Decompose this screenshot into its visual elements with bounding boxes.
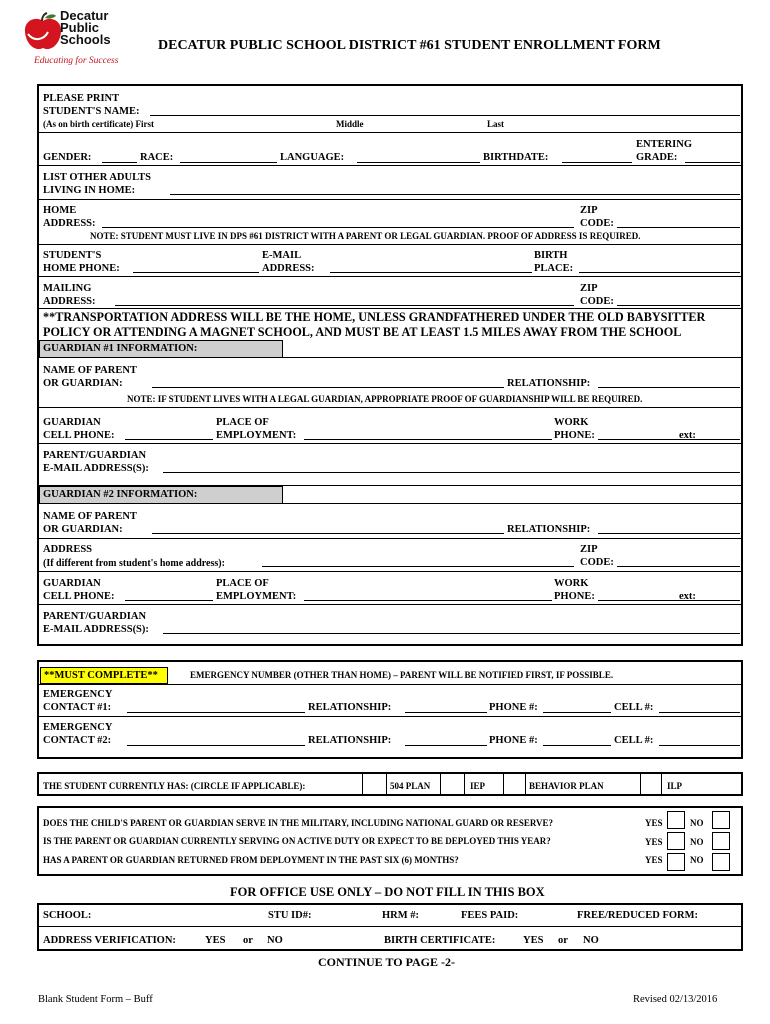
other-adults-line[interactable] — [170, 194, 740, 195]
g1-employment-label: EMPLOYMENT: — [216, 430, 297, 441]
home-zip-line[interactable] — [617, 227, 740, 228]
mailing-address-line[interactable] — [115, 305, 574, 306]
ec1-relationship-label: RELATIONSHIP: — [308, 702, 392, 713]
ec2-relationship-line[interactable] — [405, 745, 487, 746]
g2-email-line[interactable] — [163, 633, 740, 634]
g2-work-phone-label: PHONE: — [554, 591, 595, 602]
race-label: RACE: — [140, 152, 174, 163]
g2-work-phone-line[interactable] — [598, 600, 740, 601]
g1-ext-label: ext: — [679, 430, 696, 441]
g1-email-label: E-MAIL ADDRESS(S): — [43, 463, 149, 474]
transportation-note-1: **TRANSPORTATION ADDRESS WILL BE THE HOME, UNLESS GRANDFATHERED UNDER THE OLD BABYSITTER — [43, 310, 706, 324]
middle-name-hint: Middle — [336, 119, 364, 129]
office-bc-or: or — [558, 935, 568, 946]
ec1-phone-label: PHONE #: — [489, 702, 538, 713]
q2-no-label: NO — [690, 837, 704, 847]
grade-label: GRADE: — [636, 152, 678, 163]
office-av-yes[interactable]: YES — [205, 935, 226, 946]
footer-left: Blank Student Form – Buff — [38, 994, 153, 1005]
g2-parent-guardian-label: PARENT/GUARDIAN — [43, 611, 147, 622]
q3-no-checkbox[interactable] — [712, 853, 730, 871]
q1-yes-label: YES — [645, 818, 663, 828]
g2-or-guardian-label: OR GUARDIAN: — [43, 524, 123, 535]
g1-email-line[interactable] — [163, 472, 740, 473]
last-name-hint: Last — [487, 119, 505, 129]
q3-yes-label: YES — [645, 855, 663, 865]
q2-yes-checkbox[interactable] — [667, 832, 685, 850]
birth-place-label: PLACE: — [534, 263, 574, 274]
ec2-name-line[interactable] — [127, 745, 305, 746]
language-label: LANGUAGE: — [280, 152, 345, 163]
g1-work-label: WORK — [554, 417, 589, 428]
continue-label: CONTINUE TO PAGE -2- — [318, 955, 456, 969]
entering-label: ENTERING — [636, 139, 693, 150]
mailing-code-label: CODE: — [580, 296, 614, 307]
ec2-phone-label: PHONE #: — [489, 735, 538, 746]
g2-address-line[interactable] — [262, 566, 574, 567]
office-bc-no[interactable]: NO — [583, 935, 599, 946]
g2-zip-label: ZIP — [580, 544, 598, 555]
student-name-label: STUDENT'S NAME: — [43, 106, 140, 117]
birth-label: BIRTH — [534, 250, 568, 261]
g1-guardian-label: GUARDIAN — [43, 417, 101, 428]
g2-guardian-label: GUARDIAN — [43, 578, 101, 589]
plan-ilp[interactable]: ILP — [667, 781, 683, 791]
office-av-or: or — [243, 935, 253, 946]
plan-behavior[interactable]: BEHAVIOR PLAN — [529, 781, 604, 791]
g1-work-phone-line[interactable] — [598, 439, 740, 440]
home-zip-label: ZIP — [580, 205, 598, 216]
ec1-emergency-label: EMERGENCY — [43, 689, 113, 700]
ec1-cell-line[interactable] — [659, 712, 740, 713]
student-email-line[interactable] — [330, 272, 532, 273]
footer-right: Revised 02/13/2016 — [633, 994, 718, 1005]
g1-name-of-parent-label: NAME OF PARENT — [43, 365, 137, 376]
office-use-title: FOR OFFICE USE ONLY – DO NOT FILL IN THIS BOX — [230, 885, 545, 899]
please-print-label: PLEASE PRINT — [43, 93, 120, 104]
g2-zip-line[interactable] — [617, 566, 740, 567]
ec1-cell-label: CELL #: — [614, 702, 654, 713]
g2-address-label: ADDRESS — [43, 544, 93, 555]
q1-yes-checkbox[interactable] — [667, 811, 685, 829]
g2-cell-phone-line[interactable] — [125, 600, 213, 601]
mailing-zip-label: ZIP — [580, 283, 598, 294]
ec2-contact-label: CONTACT #2: — [43, 735, 112, 746]
g1-employment-line[interactable] — [304, 439, 552, 440]
g2-cell-phone-label: CELL PHONE: — [43, 591, 115, 602]
home-code-label: CODE: — [580, 218, 614, 229]
g2-code-label: CODE: — [580, 557, 614, 568]
list-other-adults-label: LIST OTHER ADULTS — [43, 172, 151, 183]
ec2-emergency-label: EMERGENCY — [43, 722, 113, 733]
q1-no-checkbox[interactable] — [712, 811, 730, 829]
gender-line[interactable] — [102, 162, 137, 163]
student-name-line[interactable] — [150, 115, 740, 116]
g2-relationship-label: RELATIONSHIP: — [507, 524, 591, 535]
q1-no-label: NO — [690, 818, 704, 828]
ec1-contact-label: CONTACT #1: — [43, 702, 112, 713]
g1-cell-phone-label: CELL PHONE: — [43, 430, 115, 441]
race-line[interactable] — [180, 162, 277, 163]
ec2-phone-line[interactable] — [543, 745, 611, 746]
g1-or-guardian-label: OR GUARDIAN: — [43, 378, 123, 389]
g2-employment-label: EMPLOYMENT: — [216, 591, 297, 602]
home-label: HOME — [43, 205, 77, 216]
address-note: NOTE: STUDENT MUST LIVE IN DPS #61 DISTRICT WITH A PARENT OR LEGAL GUARDIAN. PROOF OF ADDRESS IS REQUIRED. — [90, 231, 641, 241]
g2-place-of-label: PLACE OF — [216, 578, 269, 589]
page-title: DECATUR PUBLIC SCHOOL DISTRICT #61 STUDENT ENROLLMENT FORM — [158, 38, 661, 53]
q2-yes-label: YES — [645, 837, 663, 847]
office-free-reduced-label: FREE/REDUCED FORM: — [577, 910, 699, 921]
q2-no-checkbox[interactable] — [712, 832, 730, 850]
office-school-label: SCHOOL: — [43, 910, 92, 921]
mailing-zip-line[interactable] — [617, 305, 740, 306]
ec1-relationship-line[interactable] — [405, 712, 487, 713]
ec2-cell-label: CELL #: — [614, 735, 654, 746]
g2-name-line[interactable] — [152, 533, 504, 534]
logo-tagline: Educating for Success — [34, 56, 119, 66]
birth-certificate-hint: (As on birth certificate) First — [43, 119, 154, 129]
g2-ext-label: ext: — [679, 591, 696, 602]
students-label: STUDENT'S — [43, 250, 102, 261]
living-in-home-label: LIVING IN HOME: — [43, 185, 136, 196]
ec1-phone-line[interactable] — [543, 712, 611, 713]
grade-line[interactable] — [685, 162, 740, 163]
language-line[interactable] — [357, 162, 480, 163]
office-birth-certificate-label: BIRTH CERTIFICATE: — [384, 935, 496, 946]
g1-parent-guardian-label: PARENT/GUARDIAN — [43, 450, 147, 461]
military-question-1: DOES THE CHILD'S PARENT OR GUARDIAN SERVE IN THE MILITARY, INCLUDING NATIONAL GUARD OR RESERVE? — [43, 818, 554, 828]
email-label: E-MAIL — [262, 250, 302, 261]
ec1-name-line[interactable] — [127, 712, 305, 713]
office-hrm-label: HRM #: — [382, 910, 420, 921]
apple-icon — [22, 12, 64, 54]
g2-email-label: E-MAIL ADDRESS(S): — [43, 624, 149, 635]
email-address-label: ADDRESS: — [262, 263, 315, 274]
g1-cell-phone-line[interactable] — [125, 439, 213, 440]
g1-place-of-label: PLACE OF — [216, 417, 269, 428]
g1-work-phone-label: PHONE: — [554, 430, 595, 441]
g1-relationship-label: RELATIONSHIP: — [507, 378, 591, 389]
q3-yes-checkbox[interactable] — [667, 853, 685, 871]
g2-name-of-parent-label: NAME OF PARENT — [43, 511, 137, 522]
plan-504[interactable]: 504 PLAN — [390, 781, 431, 791]
birthdate-label: BIRTHDATE: — [483, 152, 549, 163]
birth-place-line[interactable] — [579, 272, 740, 273]
g2-relationship-line[interactable] — [598, 533, 740, 534]
guardianship-note: NOTE: IF STUDENT LIVES WITH A LEGAL GUARDIAN, APPROPRIATE PROOF OF GUARDIANSHIP WILL BE REQUIRED. — [127, 394, 643, 404]
emergency-note: EMERGENCY NUMBER (OTHER THAN HOME) – PARENT WILL BE NOTIFIED FIRST, IF POSSIBLE. — [190, 670, 614, 680]
office-address-verification-label: ADDRESS VERIFICATION: — [43, 935, 176, 946]
q3-no-label: NO — [690, 855, 704, 865]
guardian1-header: GUARDIAN #1 INFORMATION: — [39, 340, 283, 358]
mailing-label: MAILING — [43, 283, 92, 294]
g2-work-label: WORK — [554, 578, 589, 589]
home-address-label: ADDRESS: — [43, 218, 96, 229]
office-stu-id-label: STU ID#: — [268, 910, 312, 921]
g2-if-different-label: (If different from student's home address): — [43, 558, 225, 569]
guardian2-header: GUARDIAN #2 INFORMATION: — [39, 486, 283, 504]
office-fees-paid-label: FEES PAID: — [461, 910, 519, 921]
transportation-note-2: POLICY OR ATTENDING A MAGNET SCHOOL, AND MUST BE AT LEAST 1.5 MILES AWAY FROM THE SCHOOL — [43, 325, 682, 339]
home-phone-label: HOME PHONE: — [43, 263, 120, 274]
home-address-line[interactable] — [102, 227, 574, 228]
plans-label: THE STUDENT CURRENTLY HAS: (CIRCLE IF APPLICABLE): — [43, 781, 306, 791]
must-complete-badge: **MUST COMPLETE** — [40, 667, 168, 684]
office-av-no[interactable]: NO — [267, 935, 283, 946]
military-question-2: IS THE PARENT OR GUARDIAN CURRENTLY SERVING ON ACTIVE DUTY OR EXPECT TO BE DEPLOYED THIS YEAR? — [43, 836, 551, 846]
office-bc-yes[interactable]: YES — [523, 935, 544, 946]
plan-iep[interactable]: IEP — [470, 781, 486, 791]
gender-label: GENDER: — [43, 152, 92, 163]
district-logo — [22, 10, 122, 68]
home-phone-line[interactable] — [133, 272, 259, 273]
g2-employment-line[interactable] — [304, 600, 552, 601]
birthdate-line[interactable] — [562, 162, 632, 163]
g1-name-line[interactable] — [152, 387, 504, 388]
logo-name: Decatur Public Schools — [60, 8, 111, 47]
g1-relationship-line[interactable] — [598, 387, 740, 388]
mailing-address-label: ADDRESS: — [43, 296, 96, 307]
military-question-3: HAS A PARENT OR GUARDIAN RETURNED FROM DEPLOYMENT IN THE PAST SIX (6) MONTHS? — [43, 855, 459, 865]
ec2-relationship-label: RELATIONSHIP: — [308, 735, 392, 746]
ec2-cell-line[interactable] — [659, 745, 740, 746]
